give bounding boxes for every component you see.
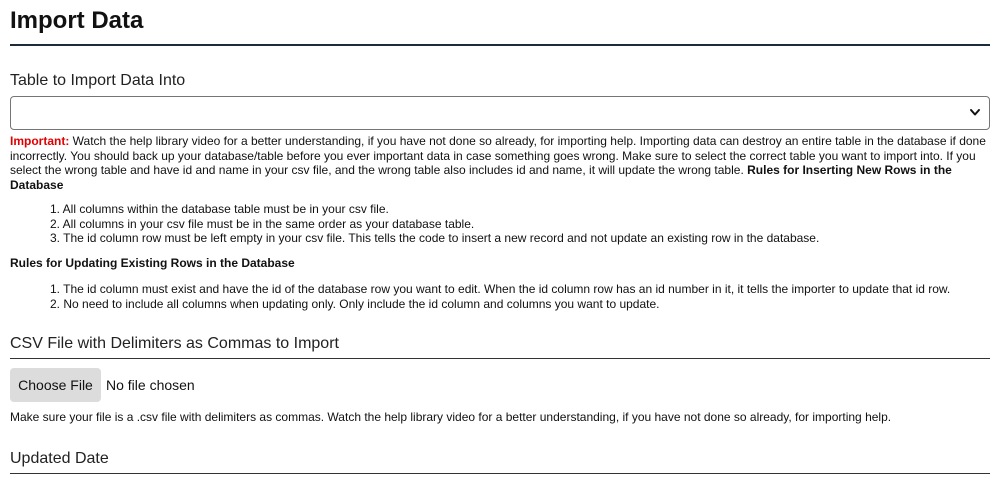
list-item: 1. All columns within the database table must be in your csv file.	[50, 202, 389, 216]
updated-date-label: Updated Date	[10, 450, 109, 467]
important-label: Important:	[10, 134, 70, 148]
csv-file-label: CSV File with Delimiters as Commas to Import	[10, 335, 339, 352]
no-file-status: No file chosen	[106, 377, 195, 393]
list-item: 1. The id column must exist and have the id of the database row you want to edit. When the id column row has an id number in it, it tells the importer to update that id row.	[50, 282, 951, 296]
insert-rules-heading: Rules for Inserting New Rows in the Database	[10, 163, 952, 192]
insert-rules-list	[50, 202, 819, 246]
import-help-text	[10, 134, 990, 192]
chevron-down-icon	[969, 106, 981, 118]
choose-file-button[interactable]: Choose File	[10, 368, 101, 402]
csv-help-text: Make sure your file is a .csv file with delimiters as commas. Watch the help library video for a better understanding, if you have not done so already, for importing help.	[10, 410, 892, 424]
table-select-label: Table to Import Data Into	[10, 72, 186, 89]
updated-section-divider	[10, 473, 990, 474]
list-item: 2. No need to include all columns when updating only. Only include the id column and columns you want to update.	[50, 296, 660, 311]
update-rules-list	[50, 282, 950, 311]
update-rules-heading: Rules for Updating Existing Rows in the Database	[10, 256, 295, 270]
page-title: Import Data	[10, 7, 144, 34]
table-select[interactable]	[10, 96, 990, 130]
title-divider	[10, 44, 990, 46]
list-item: 3. The id column row must be left empty in your csv file. This tells the code to insert a new record and not update an existing row in the database.	[50, 231, 820, 245]
csv-section-divider	[10, 358, 990, 359]
list-item: 2. All columns in your csv file must be in the same order as your database table.	[50, 216, 475, 231]
important-text: Watch the help library video for a better understanding, if you have not done so already, for importing help. Importing data can destroy an entire table in the database if done incorrectly. You should back up your database/table before you ever important data in case something goes wrong. Make sure to select the correct table you want to import into. If you select the wrong table and have id and name in your csv file, and the wrong table also includes id and name, it will update the wrong table.	[10, 134, 986, 177]
